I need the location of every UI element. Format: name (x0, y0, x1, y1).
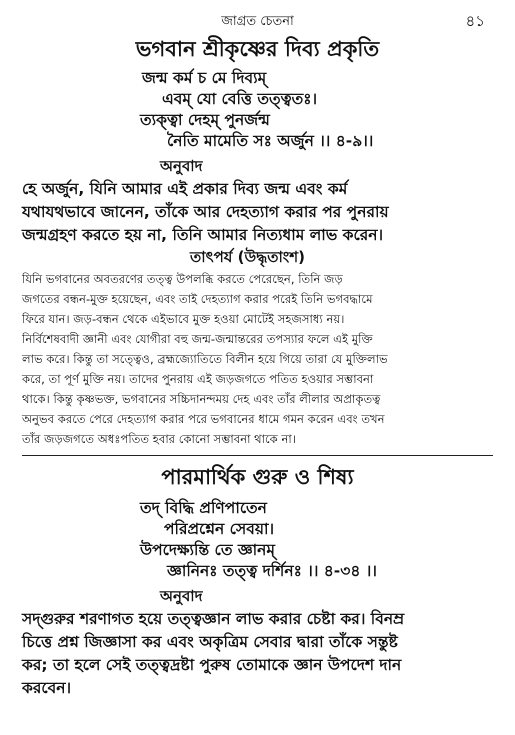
section-divider (22, 455, 493, 456)
running-head (22, 0, 493, 34)
verse-line: জ্ঞানিনঃ তত্ত্ব দর্শিনঃ ।। ৪-৩৪ ।। (167, 562, 377, 580)
page-number: ৪১ (465, 12, 485, 30)
translation-text: হে অর্জুন, যিনি আমার এই প্রকার দিব্য জন্ম এবং কর্ম যথাযথভাবে জানেন, তাঁকে আর দেহত্যাগ করার পর পুনরায় জন্মগ্রহণ করতে হয় না, তিনি আমার নিত্যধাম লাভ করেন। (22, 180, 389, 244)
purport-label: তাৎপর্য (উদ্ধৃতাংশ) (190, 248, 305, 266)
translation-label: অনুবাদ (160, 587, 203, 605)
verse-line: পরিপ্রশ্নেন সেবয়া। (164, 520, 275, 538)
verse-line: জন্ম কর্ম চ মে দিব্যম্ (142, 69, 267, 87)
verse-line: নৈতি মামেতি সঃ অর্জুন ।। ৪-৯।। (167, 132, 374, 150)
translation-label: অনুবাদ (160, 157, 203, 175)
section-heading: ভগবান শ্রীকৃষ্ণের দিব্য প্রকৃতি (135, 37, 380, 61)
verse-block (22, 498, 493, 582)
verse-block (22, 68, 493, 152)
verse-line: উপদেক্ষ্যন্তি তে জ্ঞানম্ (140, 541, 276, 559)
translation-text: সদ্‌গুরুর শরণাগত হয়ে তত্ত্বজ্ঞান লাভ করার চেষ্টা কর। বিনম্র চিত্তে প্রশ্ন জিজ্ঞাসা কর এবং অকৃত্রিম সেবার দ্বারা তাঁকে সন্তুষ্ট কর; তা হলে সেই তত্ত্বদ্রষ্টা পুরুষ তোমাকে জ্ঞান উপদেশ দান করবেন। (22, 610, 405, 697)
section-heading: পারমার্থিক গুরু ও শিষ্য (161, 465, 354, 489)
running-head-title: জাগ্রত চেতনা (221, 14, 294, 29)
verse-line: তদ্ বিদ্ধি প্রণিপাতেন (140, 499, 267, 517)
verse-line: এবম্ যো বেত্তি তত্ত্বতঃ। (162, 90, 318, 108)
verse-line: ত্যক্ত্বা দেহম্ পুনর্জন্ম (140, 111, 270, 129)
purport-text: যিনি ভগবানের অবতরণের তত্ত্ব উপলব্ধি করতে পেরেছেন, তিনি জড় জগতের বন্ধন-মুক্ত হয়েছেন, এবং তাই দেহত্যাগ করার পরেই তিনি ভগবদ্ধামে ফিরে যান। জড়-বন্ধন থেকে এইভাবে মুক্ত হওয়া মোটেই সহজসাধ্য নয়। নির্বিশেষবাদী জ্ঞানী এবং যোগীরা বহু জন্ম-জন্মান্তরের তপস্যার ফলে এই মুক্তি লাভ করে। কিন্তু তা সত্ত্বেও, ব্রহ্মজ্যোতিতে বিলীন হয়ে গিয়ে তারা যে মুক্তিলাভ করে, তা পূর্ণ মুক্তি নয়। তাদের পুনরায় এই জড়জগতে পতিত হওয়ার সম্ভাবনা থাকে। কিন্তু কৃষ্ণভক্ত, ভগবানের সচ্চিদানন্দময় দেহ এবং তাঁর লীলার অপ্রাকৃতত্ব অনুভব করতে পেরে দেহত্যাগ করার পরে ভগবানের ধামে গমন করেন এবং তখন তাঁর জড়জগতে অধঃপতিত হবার কোনো সম্ভাবনা থাকে না। (22, 272, 388, 446)
